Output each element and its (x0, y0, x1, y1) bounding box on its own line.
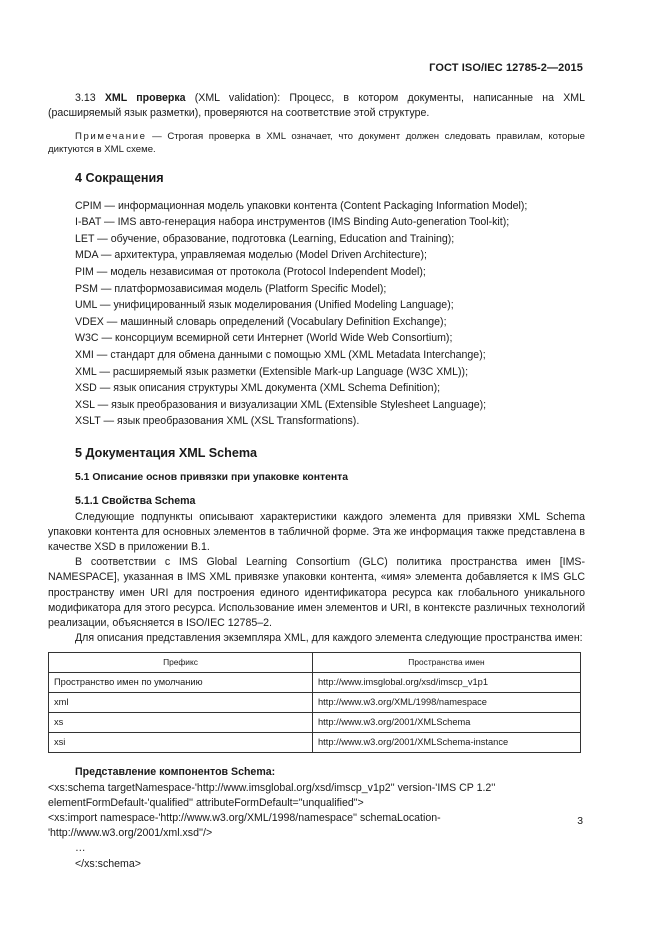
subsection-5-1-1-title: 5.1.1 Свойства Schema (75, 495, 196, 508)
subsection-5-1-title: 5.1 Описание основ привязки при упаковке контента (75, 472, 349, 484)
definition-number: 3.13 (75, 92, 96, 104)
code-line: <xs:import namespace-'http://www.w3.org/XML/1998/namespace'' schemaLocation-'http://www.w3.org/2001/xml.xsd''/> (48, 811, 441, 840)
table-cell: http://www.w3.org/XML/1998/namespace (313, 693, 581, 713)
list-item: MDA — архитектура, управляемая моделью (Model Driven Architecture); (75, 249, 427, 262)
list-item: CPIM — информационная модель упаковки контента (Content Packaging Information Model); (75, 199, 528, 212)
note-text: — Строгая проверка в XML означает, что документ должен следовать правилам, которые диктуются в XML схеме. (48, 131, 585, 156)
paragraph: Для описания представления экземпляра XML, для каждого элемента следующие пространства имен: (75, 632, 583, 645)
list-item: XML — расширяемый язык разметки (Extensible Mark-up Language (W3C XML)); (75, 365, 469, 378)
list-item: XMI — стандарт для обмена данными с помощью XML (XML Metadata Interchange); (75, 348, 486, 361)
paragraph: В соответствии с IMS Global Learning Consortium (GLC) политика пространства имен [IMS-NAMESPACE], указанная в IMS XML привязке упаковки контента, «имя» элемента добавляется к IMS GLC пространству имен URI для построения единого идентификатора ресурса как глобального уникального модификатора для этого ресурса. Использование имен элементов и URI, в контексте различных технологий реализации, объясняется в ISO/IEC 12785–2. (48, 556, 585, 629)
note-label: Примечание (75, 131, 147, 143)
list-item: XSD — язык описания структуры XML документа (XML Schema Definition); (75, 382, 441, 395)
list-item: LET — обучение, образование, подготовка (Learning, Education and Training); (75, 232, 455, 245)
section-4-title: 4 Сокращения (75, 171, 164, 186)
table-header-row (49, 653, 581, 673)
table-cell: http://www.w3.org/2001/XMLSchema (313, 713, 581, 733)
abbreviations-list (48, 198, 585, 430)
table-cell: xsi (49, 733, 313, 753)
table-row (49, 733, 581, 753)
list-item: PIM — модель независимая от протокола (Protocol Independent Model); (75, 265, 426, 278)
table-header-namespace: Пространства имен (313, 653, 581, 673)
table-row (49, 713, 581, 733)
section-5-title: 5 Документация XML Schema (75, 445, 258, 460)
table-row (49, 673, 581, 693)
definition-text: (XML validation): Процесс, в котором документы, написанные на XML (расширяемый язык разметки), проверяются на соответствие этой структуре. (48, 92, 585, 120)
code-line: <xs:schema targetNamespace-'http://www.imsglobal.org/xsd/imscp_v1p2'' version-'IMS CP 1.2'' elementFormDefault-'qualified'' attributeFormDefault="unqualified"> (48, 781, 496, 809)
table-cell: http://www.imsglobal.org/xsd/imscp_v1p1 (313, 673, 581, 693)
list-item: VDEX — машинный словарь определений (Vocabulary Definition Exchange); (75, 315, 447, 328)
schema-components-title: Представление компонентов Schema: (75, 766, 276, 779)
page-header: ГОСТ ISO/IEC 12785-2—2015 (429, 62, 583, 74)
paragraph: Следующие подпункты описывают характеристики каждого элемента для привязки XML Schema упаковки контента для основных элементов в табличной форме. Эта же информация также представлена в качестве XSD в приложении B.1. (48, 510, 585, 553)
list-item: XSL — язык преобразования и визуализации XML (Extensible Stylesheet Language); (75, 398, 487, 411)
table-cell: Пространство имен по умолчанию (49, 673, 313, 693)
list-item: UML — унифицированный язык моделирования (Unified Modeling Language); (75, 299, 454, 312)
code-line: … (75, 842, 86, 855)
definition-3-13 (48, 91, 585, 121)
table-row (49, 693, 581, 713)
list-item: I-BAT — IMS авто-генерация набора инструментов (IMS Binding Auto-generation Tool-kit); (75, 216, 510, 229)
note (48, 130, 585, 156)
definition-term: XML проверка (104, 92, 186, 104)
table-header-prefix: Префикс (49, 653, 313, 673)
list-item: XSLT — язык преобразования XML (XSL Transformations). (75, 415, 360, 428)
code-line: </xs:schema> (75, 857, 141, 870)
document-body (48, 91, 585, 872)
page-number: 3 (577, 816, 583, 827)
table-cell: xml (49, 693, 313, 713)
namespace-table (48, 652, 581, 753)
table-cell: http://www.w3.org/2001/XMLSchema-instance (313, 733, 581, 753)
table-cell: xs (49, 713, 313, 733)
list-item: W3C — консорциум всемирной сети Интернет (World Wide Web Consortium); (75, 332, 453, 345)
list-item: PSM — платформозависимая модель (Platform Specific Model); (75, 282, 387, 295)
